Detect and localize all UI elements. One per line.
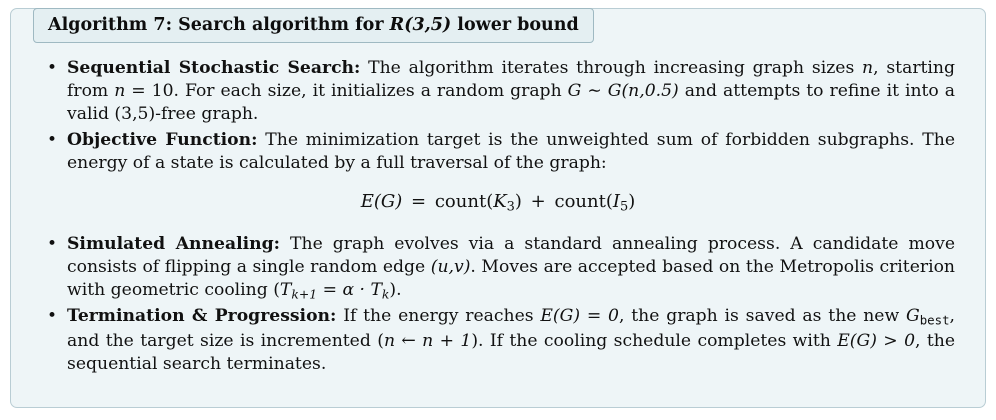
- list-item: [41, 233, 955, 304]
- algorithm-title-prefix: Algorithm 7: Search algorithm for: [48, 15, 390, 35]
- math-var: n: [862, 58, 874, 78]
- algorithm-title: [48, 15, 579, 35]
- list-item: [41, 129, 955, 175]
- step-label: Simulated Annealing:: [67, 233, 281, 254]
- algorithm-title-suffix: lower bound: [451, 15, 579, 35]
- step-label: Sequential Stochastic Search:: [67, 58, 361, 78]
- step-text: The graph evolves via a standard annealing process. A candidate move consists of flipping a single random edge: [67, 233, 956, 277]
- list-item: [41, 305, 955, 376]
- energy-equation: [41, 191, 955, 215]
- step-text: , starting from: [67, 58, 956, 102]
- math-eq: G: [906, 306, 920, 327]
- equation-term1-fn: count: [434, 191, 487, 213]
- math-eq: (n,0.5): [621, 81, 679, 102]
- equation-term1-close: ): [514, 191, 522, 213]
- step-text: ∼: [581, 81, 608, 102]
- step-text: . For each size, it initializes a random graph: [173, 81, 568, 102]
- math-eq: (3,5): [114, 104, 156, 125]
- algorithm-title-bar: [33, 8, 594, 43]
- step-text: ).: [389, 280, 402, 301]
- equation-term1-var: K: [493, 191, 507, 213]
- step-text: and attempts to refine it into a valid: [67, 81, 956, 125]
- equation-term2-sub: 5: [619, 199, 629, 215]
- equation-term1-open: (: [486, 191, 494, 213]
- math-eq: E(G) > 0: [837, 330, 916, 351]
- math-sub: k+1: [291, 287, 318, 302]
- step-text: . Moves are accepted based on the Metropolis criterion with geometric cooling (: [67, 256, 955, 301]
- equation-lhs-fn: E: [360, 191, 374, 213]
- math-eq: n ← n + 1: [383, 330, 472, 351]
- math-eq: (u,v): [430, 256, 471, 277]
- algorithm-step-list-continued: [41, 233, 955, 376]
- equation-term2-open: (: [605, 191, 613, 213]
- equation-term1-sub: 3: [506, 199, 515, 215]
- step-label: Termination & Progression:: [67, 306, 337, 327]
- equation-term2-fn: count: [554, 191, 606, 213]
- math-eq: = 10: [125, 81, 174, 102]
- step-text: , and the target size is incremented (: [67, 306, 956, 351]
- math-sub: k: [381, 287, 390, 302]
- step-text: -free graph.: [155, 104, 259, 125]
- math-eq: E(G) = 0: [540, 306, 619, 327]
- math-sub: best: [919, 313, 950, 328]
- equation-lhs-arg: (G): [373, 191, 403, 213]
- math-var: G: [607, 81, 622, 102]
- equation-plus: +: [524, 191, 552, 213]
- algorithm-body: [11, 9, 985, 392]
- math-eq: T: [279, 280, 292, 301]
- step-text: , the sequential search terminates.: [67, 330, 956, 374]
- equation-equals: =: [405, 191, 432, 213]
- step-text: ). If the cooling schedule completes with: [471, 330, 838, 351]
- step-text: If the energy reaches: [336, 306, 541, 327]
- equation-term2-var: I: [612, 191, 620, 213]
- list-item: [41, 57, 955, 127]
- algorithm-step-list: [41, 57, 955, 175]
- math-eq: = α · T: [317, 280, 382, 301]
- math-var: G: [567, 81, 582, 102]
- math-var: n: [114, 81, 126, 102]
- equation-term2-close: ): [628, 191, 636, 213]
- algorithm-title-math: R(3,5): [389, 15, 452, 35]
- step-text: The algorithm iterates through increasing graph sizes: [360, 58, 863, 78]
- step-text: The minimization target is the unweighted sum of forbidden subgraphs. The energy of a state is calculated by a full traversal of the graph:: [67, 129, 955, 173]
- step-label: Objective Function:: [67, 129, 258, 150]
- algorithm-box: [10, 8, 986, 408]
- step-text: , the graph is saved as the new: [619, 306, 906, 327]
